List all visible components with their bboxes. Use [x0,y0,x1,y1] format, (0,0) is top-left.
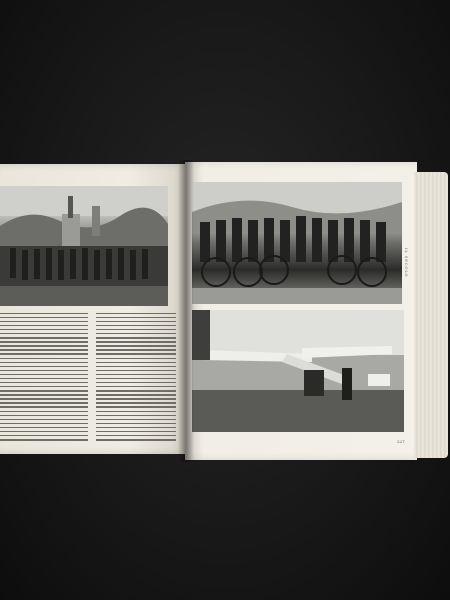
spine-shadow [178,160,194,462]
open-book [0,160,450,462]
left-page-text-column [0,310,88,441]
airplane-photo [192,310,404,432]
factory-photo-illustration [0,186,168,306]
page-number: 227 [397,439,405,444]
cyclists-photo-illustration [192,182,402,304]
airplane-photo-illustration [192,310,404,432]
left-page-text-column-2 [96,310,176,441]
running-side-title: IL SECOLO [404,248,408,278]
cyclists-photo [192,182,402,304]
left-page [0,164,186,454]
factory-photo [0,186,168,306]
page-edges [414,172,448,458]
